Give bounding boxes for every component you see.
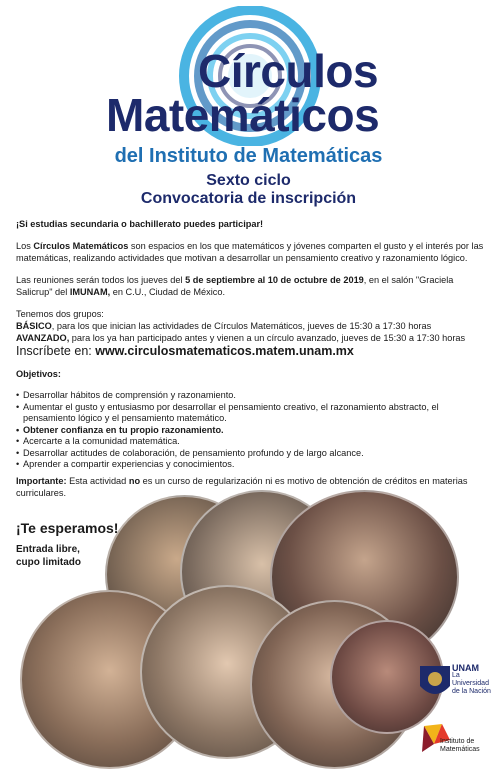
subtitle: del Instituto de Matemáticas	[114, 145, 383, 167]
list-item: • Obtener confianza en tu propio razonamiento.	[16, 425, 484, 437]
cycle-label: Sexto ciclo	[206, 172, 291, 189]
register-line: Inscríbete en: www.circulosmatematicos.matem.unam.mx	[16, 344, 354, 358]
header-logo	[0, 0, 497, 150]
group-basic: BÁSICO, para los que inician las actividades de Círculos Matemáticos, jueves de 15:30 a 17:30 horas	[16, 321, 432, 331]
group-advanced: AVANZADO, para los ya han participado antes y vienen a un círculo avanzado, jueves de 15:30 a 17:30 horas	[16, 333, 466, 343]
list-item: • Aprender a compartir experiencias y conocimientos.	[16, 459, 484, 471]
unam-seal-icon	[418, 664, 452, 702]
list-item: • Aumentar el gusto y entusiasmo por desarrollar el pensamiento creativo, el razonamiento abstracto, el pensamiento lógico y el pensamiento matemático.	[16, 402, 484, 425]
important-note: Importante: Esta actividad no es un curso de regularización ni es motivo de obtención de créditos en materias curriculares.	[16, 476, 468, 498]
groups-intro: Tenemos dos grupos:	[16, 309, 104, 319]
call-label: Convocatoria de inscripción	[140, 190, 357, 207]
title-line-1: Círculos	[198, 45, 379, 97]
list-item: • Desarrollar hábitos de comprensión y razonamiento.	[16, 390, 484, 402]
institute-logo-text: Instituto de Matemáticas	[440, 738, 480, 753]
objectives-title: Objetivos:	[16, 369, 61, 379]
entry-text: Entrada libre, cupo limitado	[16, 544, 81, 568]
register-url[interactable]: www.circulosmatematicos.matem.unam.mx	[95, 344, 354, 358]
title-line-2: Matemáticos	[106, 89, 380, 141]
paragraph-schedule: Las reuniones serán todos los jueves del 5 de septiembre al 10 de octubre de 2019, en el salón "Graciela Salicrup" del IMUNAM, en C.U., Ciudad de México.	[16, 275, 454, 297]
objectives-list	[16, 390, 484, 471]
list-item: • Desarrollar actitudes de colaboración, de pensamiento profundo y de largo alcance.	[16, 448, 484, 460]
welcome-text: ¡Te esperamos!	[16, 520, 119, 536]
paragraph-groups	[16, 308, 484, 344]
list-item: • Acercarte a la comunidad matemática.	[16, 436, 484, 448]
intro-text: ¡Si estudias secundaria o bachillerato puedes participar!	[16, 219, 264, 229]
unam-logo-text: UNAM La Universidad de la Nación	[452, 663, 491, 695]
paragraph-description: Los Círculos Matemáticos son espacios en los que matemáticos y jóvenes comparten el gusto y el interés por las matemáticas, realizando actividades que motivan a desarrollar un pensamiento creativo y razonamiento lógico.	[16, 241, 484, 263]
